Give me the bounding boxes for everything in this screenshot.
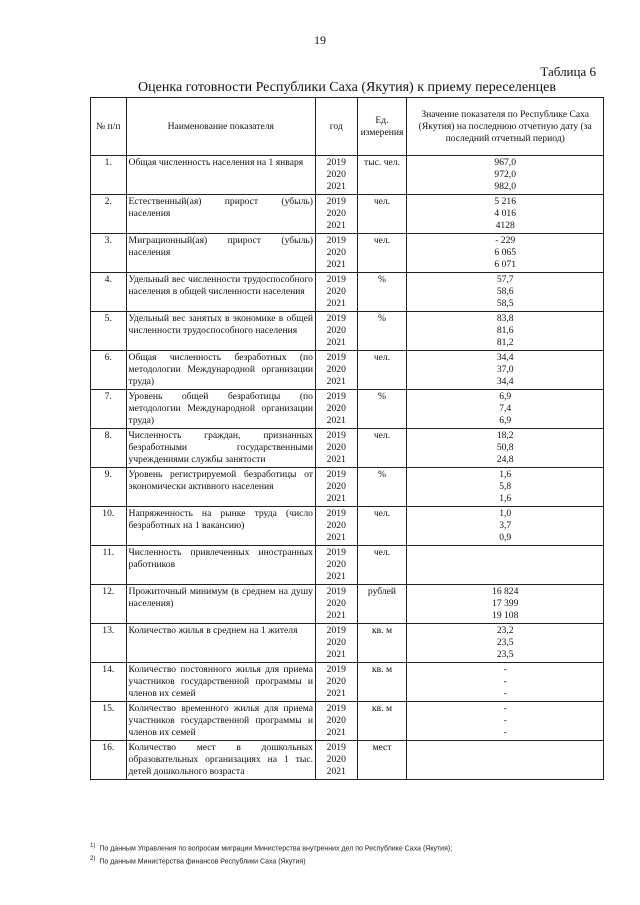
indicator-name: Численность граждан, признанных безработными государственными учреждениями службы занятости <box>126 429 315 468</box>
value-cell <box>407 195 604 234</box>
year-value: 2019 <box>326 391 346 402</box>
row-number: 4. <box>91 273 127 312</box>
value-cell <box>407 429 604 468</box>
indicator-name: Миграционный(ая) прирост (убыль) населения <box>126 234 315 273</box>
year-value: 2020 <box>326 559 346 570</box>
indicator-value: 16 824 <box>492 586 519 597</box>
indicator-value: 7,4 <box>499 403 512 414</box>
year-value: 2019 <box>326 625 346 636</box>
table-row <box>91 312 604 351</box>
indicator-value: 6,9 <box>499 391 512 402</box>
year-value: 2020 <box>326 208 346 219</box>
year-cell <box>315 312 357 351</box>
table-title: Оценка готовности Республики Саха (Якутия) к приему переселенцев <box>138 80 556 95</box>
table-row <box>91 585 604 624</box>
indicator-value <box>409 742 601 754</box>
indicator-value <box>409 559 601 571</box>
indicator-name: Удельный вес занятых в экономике в общей численности трудоспособного населения <box>126 312 315 351</box>
indicator-name: Естественный(ая) прирост (убыль) населения <box>126 195 315 234</box>
row-number: 13. <box>91 624 127 663</box>
unit-cell: кв. м <box>357 624 407 663</box>
indicator-value: 34,4 <box>496 352 514 363</box>
indicator-value: 1,6 <box>499 493 512 504</box>
table-header-row <box>91 98 604 156</box>
indicator-value: 24,8 <box>496 454 514 465</box>
year-cell <box>315 234 357 273</box>
indicator-value: 34,4 <box>496 376 514 387</box>
year-value: 2019 <box>326 313 346 324</box>
year-value: 2019 <box>326 352 346 363</box>
unit-cell: чел. <box>357 351 407 390</box>
year-value: 2019 <box>326 664 346 675</box>
year-value: 2020 <box>326 520 346 531</box>
year-value: 2020 <box>326 598 346 609</box>
footnote-text: По данным Министерства финансов Республики Саха (Якутия) <box>99 858 306 866</box>
value-cell <box>407 741 604 780</box>
indicator-value: 982,0 <box>494 181 516 192</box>
value-cell <box>407 351 604 390</box>
indicator-name: Уровень общей безработицы (по методологии Международной организации труда) <box>126 390 315 429</box>
row-number: 3. <box>91 234 127 273</box>
unit-cell: рублей <box>357 585 407 624</box>
year-value: 2021 <box>326 298 346 309</box>
unit-cell: чел. <box>357 234 407 273</box>
indicator-value: - <box>503 703 507 714</box>
year-value: 2021 <box>326 181 346 192</box>
table-row <box>91 429 604 468</box>
value-cell <box>407 663 604 702</box>
table-row <box>91 741 604 780</box>
indicator-value: 0,9 <box>499 532 512 543</box>
table-row <box>91 234 604 273</box>
year-value: 2021 <box>326 376 346 387</box>
year-value: 2019 <box>326 430 346 441</box>
table-label: Таблица 6 <box>540 64 596 79</box>
indicator-value: 6 065 <box>494 247 516 258</box>
indicator-value <box>409 547 601 559</box>
indicator-value: 6,9 <box>499 415 512 426</box>
year-cell <box>315 663 357 702</box>
unit-cell: тыс. чел. <box>357 156 407 195</box>
year-value: 2020 <box>326 637 346 648</box>
header-num: № п/п <box>91 98 127 156</box>
value-cell <box>407 507 604 546</box>
indicator-value: 23,5 <box>496 637 514 648</box>
unit-cell: мест <box>357 741 407 780</box>
unit-cell: кв. м <box>357 663 407 702</box>
table-row <box>91 390 604 429</box>
header-year: год <box>315 98 357 156</box>
indicator-name: Уровень регистрируемой безработицы от экономически активного населения <box>126 468 315 507</box>
year-cell <box>315 156 357 195</box>
year-value: 2019 <box>326 469 346 480</box>
table-row <box>91 195 604 234</box>
row-number: 2. <box>91 195 127 234</box>
indicator-value: - 229 <box>495 235 516 246</box>
value-cell <box>407 702 604 741</box>
indicator-value: 37,0 <box>496 364 514 375</box>
indicator-value <box>409 766 601 778</box>
year-value: 2021 <box>326 337 346 348</box>
year-cell <box>315 429 357 468</box>
year-value: 2019 <box>326 235 346 246</box>
indicator-name: Количество жилья в среднем на 1 жителя <box>126 624 315 663</box>
footnote-mark: 1) <box>90 843 96 849</box>
table-row <box>91 702 604 741</box>
unit-cell: кв. м <box>357 702 407 741</box>
indicator-value: - <box>503 664 507 675</box>
table-row <box>91 273 604 312</box>
indicator-name: Общая численность населения на 1 января <box>126 156 315 195</box>
year-value: 2019 <box>326 547 346 558</box>
year-value: 2020 <box>326 715 346 726</box>
year-value: 2020 <box>326 481 346 492</box>
year-cell <box>315 468 357 507</box>
indicator-value: 967,0 <box>494 157 516 168</box>
year-value: 2020 <box>326 247 346 258</box>
indicator-value: - <box>503 676 507 687</box>
year-value: 2020 <box>326 676 346 687</box>
year-value: 2021 <box>326 454 346 465</box>
year-value: 2021 <box>326 532 346 543</box>
indicator-name: Напряженность на рынке труда (число безработных на 1 вакансию) <box>126 507 315 546</box>
indicator-value: 58,6 <box>496 286 514 297</box>
footnote <box>90 841 604 854</box>
year-value: 2019 <box>326 157 346 168</box>
year-value: 2021 <box>326 649 346 660</box>
indicator-value: 1,0 <box>499 508 512 519</box>
table-row <box>91 156 604 195</box>
year-value: 2021 <box>326 259 346 270</box>
year-value: 2019 <box>326 586 346 597</box>
row-number: 11. <box>91 546 127 585</box>
year-value: 2020 <box>326 364 346 375</box>
year-value: 2021 <box>326 688 346 699</box>
unit-cell: чел. <box>357 429 407 468</box>
indicator-name: Количество постоянного жилья для приема участников государственной программы и членов их семей <box>126 663 315 702</box>
year-value: 2019 <box>326 742 346 753</box>
table-row <box>91 663 604 702</box>
year-value: 2020 <box>326 169 346 180</box>
header-value: Значение показателя по Республике Саха (Якутия) на последнюю отчетную дату (за последний отчетный период) <box>407 98 604 156</box>
value-cell <box>407 312 604 351</box>
year-value: 2019 <box>326 196 346 207</box>
indicator-value: 17 399 <box>492 598 519 609</box>
row-number: 10. <box>91 507 127 546</box>
value-cell <box>407 234 604 273</box>
year-cell <box>315 702 357 741</box>
row-number: 8. <box>91 429 127 468</box>
row-number: 6. <box>91 351 127 390</box>
indicator-name: Количество временного жилья для приема участников государственной программы и членов их семей <box>126 702 315 741</box>
indicator-value: 23,5 <box>496 649 514 660</box>
indicator-name: Количество мест в дошкольных образовательных организациях на 1 тыс. детей дошкольного возраста <box>126 741 315 780</box>
indicator-value: 50,8 <box>496 442 514 453</box>
footnote-text: По данным Управления по вопросам миграции Министерства внутренних дел по Республике Саха (Якутия); <box>99 845 453 853</box>
year-value: 2019 <box>326 703 346 714</box>
header-name: Наименование показателя <box>126 98 315 156</box>
row-number: 16. <box>91 741 127 780</box>
year-cell <box>315 624 357 663</box>
year-value: 2021 <box>326 766 346 777</box>
year-cell <box>315 351 357 390</box>
row-number: 7. <box>91 390 127 429</box>
year-value: 2020 <box>326 754 346 765</box>
indicator-value <box>409 754 601 766</box>
year-value: 2021 <box>326 493 346 504</box>
year-value: 2020 <box>326 325 346 336</box>
table-row <box>91 507 604 546</box>
indicator-value: 58,5 <box>496 298 514 309</box>
unit-cell: чел. <box>357 195 407 234</box>
value-cell <box>407 624 604 663</box>
indicator-value: 83,8 <box>496 313 514 324</box>
year-value: 2021 <box>326 220 346 231</box>
row-number: 5. <box>91 312 127 351</box>
year-cell <box>315 195 357 234</box>
table-row <box>91 351 604 390</box>
indicator-name: Удельный вес численности трудоспособного населения в общей численности населения <box>126 273 315 312</box>
footnote-mark: 2) <box>90 856 96 863</box>
year-value: 2021 <box>326 415 346 426</box>
unit-cell: % <box>357 312 407 351</box>
year-cell <box>315 507 357 546</box>
indicator-value: 81,2 <box>496 337 514 348</box>
indicator-value: 4 016 <box>494 208 516 219</box>
indicator-value: 972,0 <box>494 169 516 180</box>
indicators-table <box>90 97 604 780</box>
row-number: 12. <box>91 585 127 624</box>
indicator-value: 18,2 <box>496 430 514 441</box>
indicator-value <box>409 571 601 583</box>
indicator-name: Прожиточный минимум (в среднем на душу населения) <box>126 585 315 624</box>
row-number: 1. <box>91 156 127 195</box>
indicator-value: - <box>503 688 507 699</box>
year-value: 2019 <box>326 508 346 519</box>
unit-cell: % <box>357 273 407 312</box>
year-value: 2020 <box>326 442 346 453</box>
year-cell <box>315 546 357 585</box>
year-cell <box>315 273 357 312</box>
row-number: 9. <box>91 468 127 507</box>
header-unit: Ед. измерения <box>357 98 407 156</box>
year-value: 2021 <box>326 727 346 738</box>
unit-cell: % <box>357 390 407 429</box>
indicator-value: 1,6 <box>499 469 512 480</box>
row-number: 15. <box>91 702 127 741</box>
indicator-value: - <box>503 715 507 726</box>
indicator-value: 81,6 <box>496 325 514 336</box>
value-cell <box>407 273 604 312</box>
indicator-name: Численность привлеченных иностранных работников <box>126 546 315 585</box>
table-body <box>91 156 604 780</box>
table-row <box>91 624 604 663</box>
value-cell <box>407 156 604 195</box>
year-cell <box>315 585 357 624</box>
year-cell <box>315 741 357 780</box>
unit-cell: чел. <box>357 546 407 585</box>
indicator-value: 6 071 <box>494 259 516 270</box>
indicator-value: 19 108 <box>492 610 519 621</box>
year-value: 2019 <box>326 274 346 285</box>
unit-cell: % <box>357 468 407 507</box>
indicator-value: - <box>503 727 507 738</box>
page-number: 19 <box>314 33 326 47</box>
value-cell <box>407 390 604 429</box>
year-value: 2020 <box>326 403 346 414</box>
indicator-name: Общая численность безработных (по методологии Международной организации труда) <box>126 351 315 390</box>
year-value: 2021 <box>326 610 346 621</box>
indicator-value: 3,7 <box>499 520 512 531</box>
row-number: 14. <box>91 663 127 702</box>
table-row <box>91 546 604 585</box>
indicator-value: 5 216 <box>494 196 516 207</box>
indicator-value: 4128 <box>495 220 515 231</box>
year-cell <box>315 390 357 429</box>
value-cell <box>407 585 604 624</box>
year-value: 2020 <box>326 286 346 297</box>
footnote <box>90 854 604 867</box>
unit-cell: чел. <box>357 507 407 546</box>
year-value: 2021 <box>326 571 346 582</box>
table-row <box>91 468 604 507</box>
value-cell <box>407 468 604 507</box>
indicator-value: 23,2 <box>496 625 514 636</box>
indicator-value: 57,7 <box>496 274 514 285</box>
value-cell <box>407 546 604 585</box>
footnotes <box>90 841 604 868</box>
indicator-value: 5,8 <box>499 481 512 492</box>
